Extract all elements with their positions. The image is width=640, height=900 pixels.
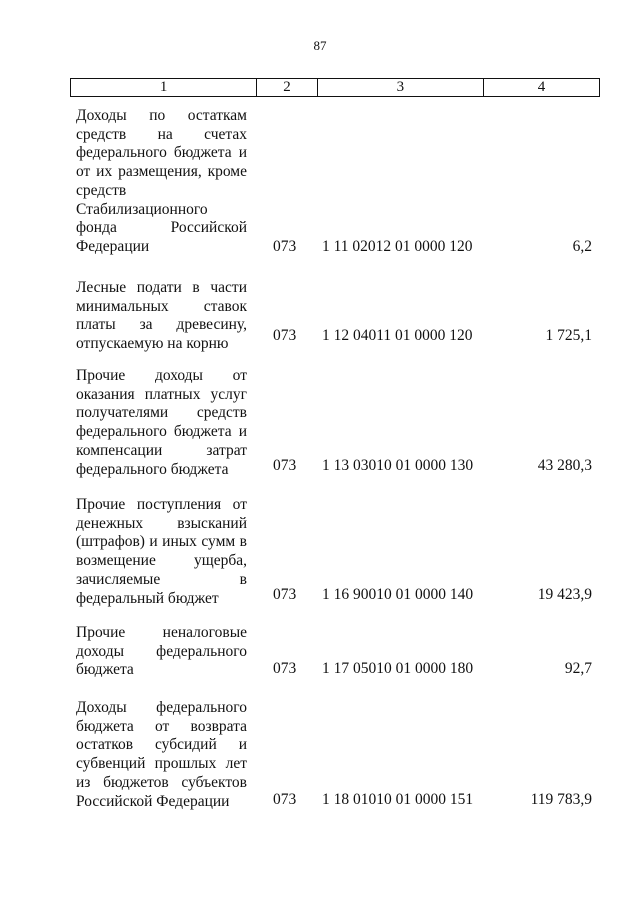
row-name: Доходы по остаткам средств на счетах федерального бюджета и от их размещения, кроме средств Стабилизационного фонда Российской Федерации <box>76 107 247 255</box>
row-admin-code: 073 <box>273 586 297 604</box>
row-classification-code: 1 18 01010 01 0000 151 <box>322 791 474 809</box>
row-name: Лесные подати в части минимальных ставок платы за древесину, отпускаемую на корню <box>76 279 247 353</box>
table-row <box>70 107 600 257</box>
row-admin-code: 073 <box>273 327 297 345</box>
row-admin-code: 073 <box>273 238 297 256</box>
table-header <box>70 78 600 97</box>
row-amount: 43 280,3 <box>537 457 592 475</box>
row-name: Прочие неналоговые доходы федерального бюджета <box>76 624 247 679</box>
row-classification-code: 1 12 04011 01 0000 120 <box>322 327 473 345</box>
table-row <box>70 496 600 605</box>
budget-table <box>70 78 600 810</box>
row-amount: 119 783,9 <box>530 791 592 809</box>
row-classification-code: 1 17 05010 01 0000 180 <box>322 660 474 678</box>
row-name: Прочие поступления от денежных взысканий (штрафов) и иных сумм в возмещение ущерба, зачисляемые в федеральный бюджет <box>76 496 247 607</box>
row-amount: 1 725,1 <box>545 327 592 345</box>
table-row <box>70 279 600 353</box>
row-classification-code: 1 16 90010 01 0000 140 <box>322 586 474 604</box>
table-row <box>70 699 600 810</box>
table-row <box>70 367 600 476</box>
row-amount: 19 423,9 <box>537 586 592 604</box>
row-name: Доходы федерального бюджета от возврата остатков субсидий и субвенций прошлых лет из бюджетов субъектов Российской Федерации <box>76 699 247 810</box>
row-amount: 6,2 <box>572 238 592 256</box>
page-number: 87 <box>313 38 327 53</box>
row-admin-code: 073 <box>273 457 297 475</box>
row-classification-code: 1 13 03010 01 0000 130 <box>322 457 474 475</box>
header-col-2: 2 <box>256 79 316 96</box>
header-col-4: 4 <box>483 79 599 96</box>
header-col-1: 1 <box>159 79 168 95</box>
header-col-3: 3 <box>317 79 483 96</box>
row-admin-code: 073 <box>273 791 297 809</box>
table-row <box>70 624 600 679</box>
row-name: Прочие доходы от оказания платных услуг получателями средств федерального бюджета и компенсации затрат федерального бюджета <box>76 367 247 478</box>
row-amount: 92,7 <box>564 660 592 678</box>
row-classification-code: 1 11 02012 01 0000 120 <box>322 238 473 256</box>
row-admin-code: 073 <box>273 660 297 678</box>
